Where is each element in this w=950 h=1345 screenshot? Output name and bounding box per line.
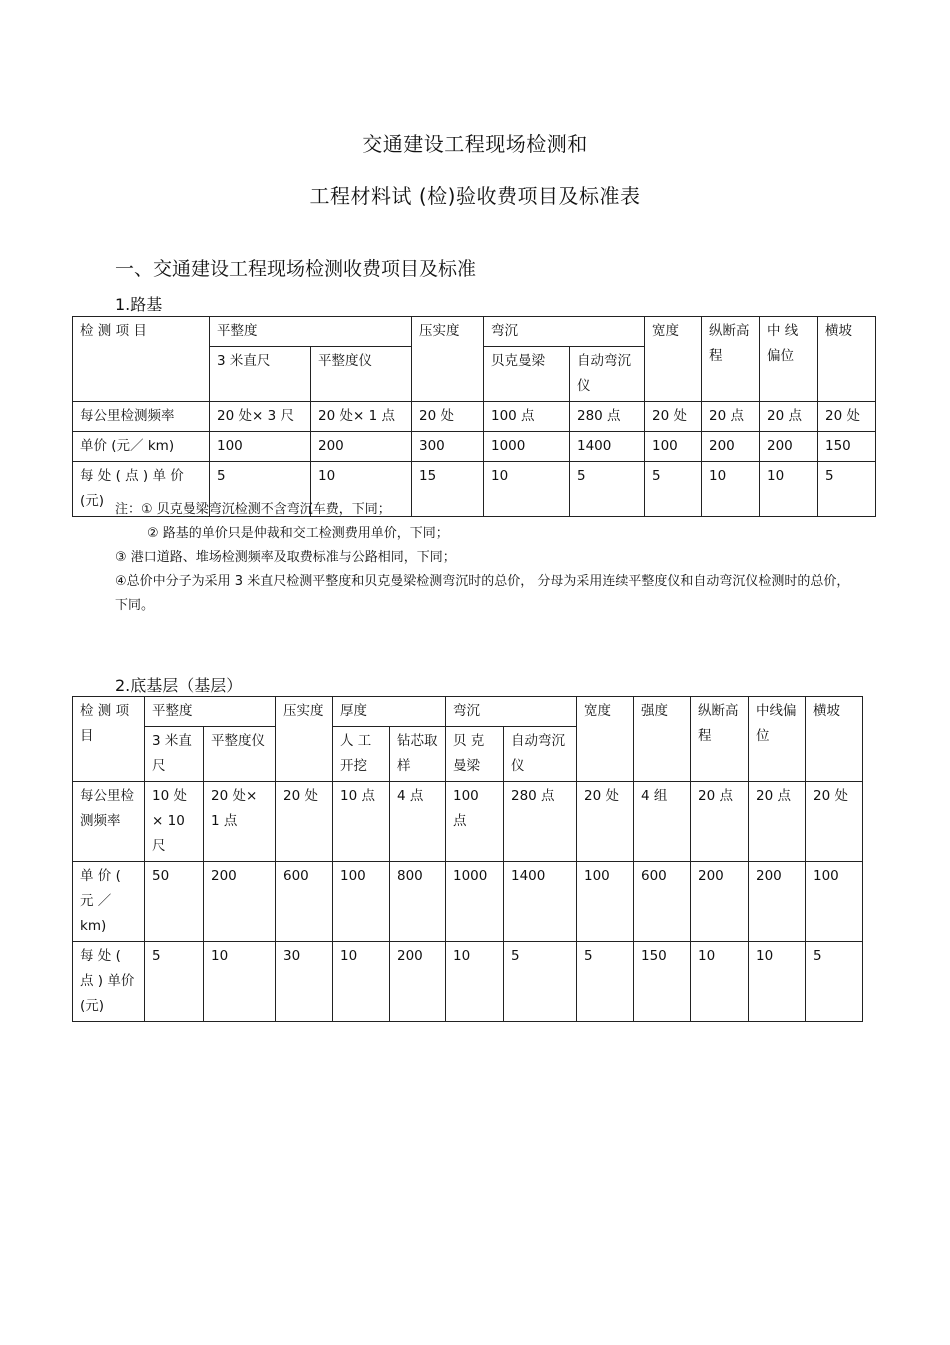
header-width: 宽度 xyxy=(645,317,702,402)
table-cell: 280 点 xyxy=(504,782,577,862)
subgrade-heading: 1.路基 xyxy=(115,295,163,314)
table-cell: 10 xyxy=(311,462,412,517)
header-benkelman: 贝克曼梁 xyxy=(484,347,570,402)
table-cell: 200 xyxy=(390,942,446,1022)
header-flatness-meter: 平整度仪 xyxy=(204,727,276,782)
base-heading: 2.底基层（基层） xyxy=(115,676,243,695)
table-row xyxy=(73,782,863,862)
table-cell: 20 处 xyxy=(645,402,702,432)
note-1: 注：① 贝克曼梁弯沉检测不含弯沉车费，下同； xyxy=(115,502,391,517)
table-cell: 30 xyxy=(276,942,333,1022)
header-auto-deflect: 自动弯沉仪 xyxy=(570,347,645,402)
table-cell: 10 点 xyxy=(333,782,390,862)
table-cell: 1000 xyxy=(484,432,570,462)
header-compaction: 压实度 xyxy=(276,697,333,782)
table-cell: 10 xyxy=(484,462,570,517)
document-title-line2: 工程材料试 (检)验收费项目及标准表 xyxy=(309,184,641,208)
row-label: 每公里检测频率 xyxy=(73,782,145,862)
table-cell: 50 xyxy=(145,862,204,942)
header-auto-deflect: 自动弯沉仪 xyxy=(504,727,577,782)
base-table xyxy=(72,696,863,1022)
table-cell: 10 xyxy=(446,942,504,1022)
table-cell: 5 xyxy=(806,942,863,1022)
table-cell: 200 xyxy=(204,862,276,942)
table-cell: 100 xyxy=(333,862,390,942)
table-cell: 20 处 xyxy=(412,402,484,432)
table-cell: 150 xyxy=(818,432,876,462)
table-cell: 20 处× 1 点 xyxy=(311,402,412,432)
table-cell: 10 xyxy=(760,462,818,517)
table-cell: 10 xyxy=(749,942,806,1022)
note-3: ③ 港口道路、堆场检测频率及取费标准与公路相同，下同； xyxy=(115,550,456,565)
header-profile: 纵断高程 xyxy=(702,317,760,402)
header-flatness: 平整度 xyxy=(210,317,412,347)
table-cell: 600 xyxy=(634,862,691,942)
table-cell: 5 xyxy=(645,462,702,517)
table-cell: 100 xyxy=(210,432,311,462)
table-cell: 15 xyxy=(412,462,484,517)
row-label: 每 处 ( 点 ) 单 价 (元) xyxy=(73,462,210,517)
table-cell: 20 处× 1 点 xyxy=(204,782,276,862)
table-cell: 10 xyxy=(333,942,390,1022)
table-cell: 1400 xyxy=(570,432,645,462)
table-row xyxy=(73,942,863,1022)
table-cell: 20 处× 3 尺 xyxy=(210,402,311,432)
table-cell: 100 xyxy=(645,432,702,462)
header-centerline: 中线偏位 xyxy=(749,697,806,782)
table-cell: 1000 xyxy=(446,862,504,942)
note-4: ④总价中分子为采用 3 米直尺检测平整度和贝克曼梁检测弯沉时的总价， 分母为采用连续平整度仪和自动弯沉仪检测时的总价，下同。 xyxy=(115,574,850,613)
table-cell: 20 处 xyxy=(276,782,333,862)
header-core: 钻芯取样 xyxy=(390,727,446,782)
table-cell: 5 xyxy=(570,462,645,517)
row-label: 每 处 ( 点 ) 单价(元) xyxy=(73,942,145,1022)
header-manual-dig: 人 工开挖 xyxy=(333,727,390,782)
table-cell: 1400 xyxy=(504,862,577,942)
table-cell: 20 点 xyxy=(702,402,760,432)
table-cell: 4 点 xyxy=(390,782,446,862)
header-slope: 横坡 xyxy=(818,317,876,402)
table-cell: 800 xyxy=(390,862,446,942)
table-cell: 300 xyxy=(412,432,484,462)
table-cell: 20 处 xyxy=(818,402,876,432)
row-label: 单价 (元／ km) xyxy=(73,432,210,462)
section-heading: 一、交通建设工程现场检测收费项目及标准 xyxy=(115,258,477,280)
table-cell: 20 处 xyxy=(806,782,863,862)
document-title-line1: 交通建设工程现场检测和 xyxy=(362,132,588,156)
table-cell: 100 点 xyxy=(484,402,570,432)
header-ruler3m: 3 米直尺 xyxy=(210,347,311,402)
table-cell: 150 xyxy=(634,942,691,1022)
header-slope: 横坡 xyxy=(806,697,863,782)
notes-block xyxy=(115,498,855,618)
header-deflection: 弯沉 xyxy=(484,317,645,347)
table-cell: 10 xyxy=(691,942,749,1022)
subgrade-table xyxy=(72,316,876,517)
header-thickness: 厚度 xyxy=(333,697,446,727)
note-2: ② 路基的单价只是仲裁和交工检测费用单价，下同； xyxy=(147,526,449,541)
table-cell: 20 处 xyxy=(577,782,634,862)
header-flatness: 平整度 xyxy=(145,697,276,727)
table-cell: 200 xyxy=(760,432,818,462)
header-flatness-meter: 平整度仪 xyxy=(311,347,412,402)
table-cell: 100 点 xyxy=(446,782,504,862)
table-cell: 100 xyxy=(806,862,863,942)
table-cell: 200 xyxy=(749,862,806,942)
table-cell: 5 xyxy=(210,462,311,517)
table-row xyxy=(73,402,876,432)
header-ruler3m: 3 米直尺 xyxy=(145,727,204,782)
table-cell: 20 点 xyxy=(749,782,806,862)
table-cell: 200 xyxy=(691,862,749,942)
header-width: 宽度 xyxy=(577,697,634,782)
header-centerline: 中 线偏位 xyxy=(760,317,818,402)
table-cell: 5 xyxy=(145,942,204,1022)
table-cell: 200 xyxy=(702,432,760,462)
header-benkelman: 贝 克曼梁 xyxy=(446,727,504,782)
table-cell: 600 xyxy=(276,862,333,942)
table-cell: 20 点 xyxy=(760,402,818,432)
table-row xyxy=(73,432,876,462)
table-row xyxy=(73,862,863,942)
table-cell: 5 xyxy=(504,942,577,1022)
header-compaction: 压实度 xyxy=(412,317,484,402)
table-cell: 5 xyxy=(818,462,876,517)
header-profile: 纵断高程 xyxy=(691,697,749,782)
header-item: 检 测 项 目 xyxy=(73,317,210,402)
table-cell: 280 点 xyxy=(570,402,645,432)
table-cell: 5 xyxy=(577,942,634,1022)
table-cell: 200 xyxy=(311,432,412,462)
header-item: 检 测 项 目 xyxy=(73,697,145,782)
header-deflection: 弯沉 xyxy=(446,697,577,727)
table-cell: 4 组 xyxy=(634,782,691,862)
row-label: 单 价 ( 元 ／ km) xyxy=(73,862,145,942)
table-cell: 100 xyxy=(577,862,634,942)
header-strength: 强度 xyxy=(634,697,691,782)
table-cell: 10 xyxy=(204,942,276,1022)
table-cell: 10 xyxy=(702,462,760,517)
table-cell: 10 处× 10 尺 xyxy=(145,782,204,862)
table-cell: 20 点 xyxy=(691,782,749,862)
row-label: 每公里检测频率 xyxy=(73,402,210,432)
